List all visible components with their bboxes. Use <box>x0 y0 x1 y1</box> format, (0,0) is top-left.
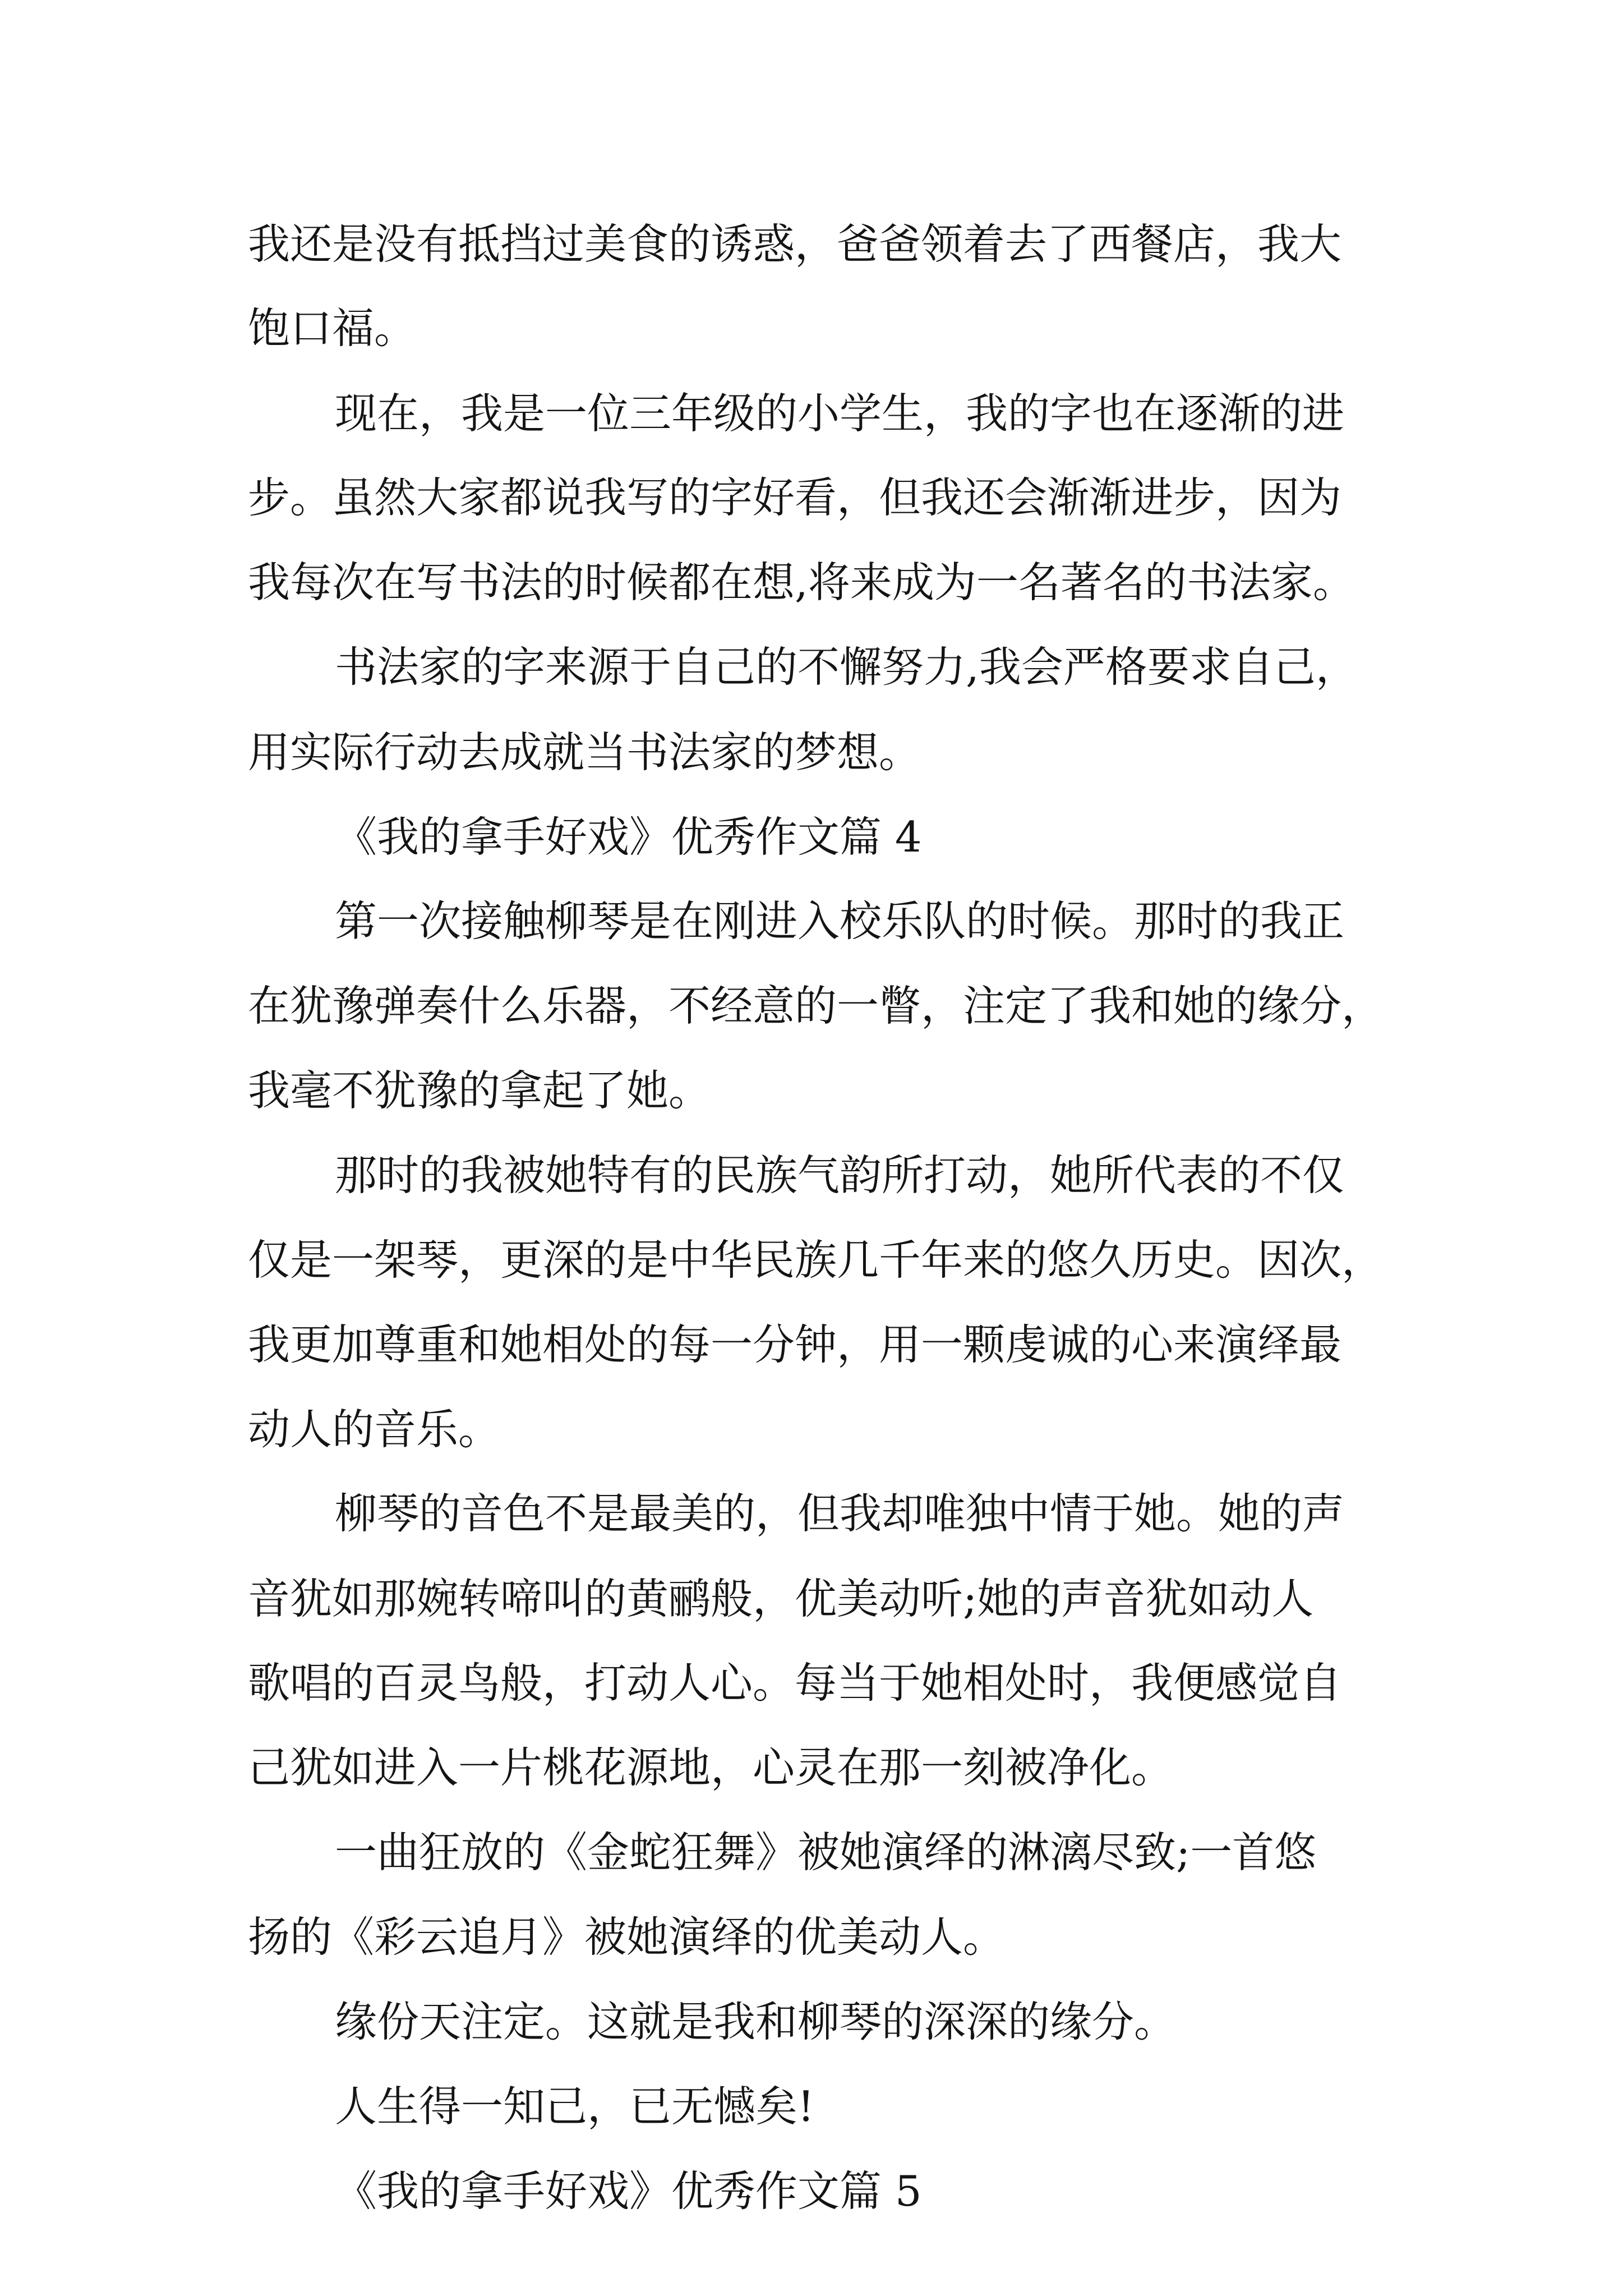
section-heading: 《我的拿手好戏》优秀作文篇 4 <box>335 812 922 862</box>
text-line: 仅是一架琴，更深的是中华民族几千年来的悠久历史。因次， <box>248 1235 1384 1285</box>
text-line: 动人的音乐。 <box>248 1405 501 1454</box>
section-heading: 《我的拿手好戏》优秀作文篇 5 <box>335 2166 922 2216</box>
text-line: 步。虽然大家都说我写的字好看，但我还会渐渐进步，因为 <box>248 473 1342 522</box>
text-line: 我每次在写书法的时候都在想,将来成为一名著名的书法家。 <box>248 558 1355 607</box>
paragraph-start-line: 一曲狂放的《金蛇狂舞》被她演绎的淋漓尽致;一首悠 <box>335 1828 1317 1877</box>
paragraph-start-line: 书法家的字来源于自己的不懈努力,我会严格要求自己， <box>335 642 1358 692</box>
text-line: 我更加尊重和她相处的每一分钟，用一颗虔诚的心来演绎最 <box>248 1320 1342 1369</box>
paragraph-start-line: 现在，我是一位三年级的小学生，我的字也在逐渐的进 <box>335 389 1345 438</box>
text-line: 在犹豫弹奏什么乐器，不经意的一瞥，注定了我和她的缘分， <box>248 981 1384 1030</box>
paragraph-start-line: 第一次接触柳琴是在刚进入校乐队的时候。那时的我正 <box>335 896 1345 946</box>
paragraph-start-line: 那时的我被她特有的民族气韵所打动，她所代表的不仅 <box>335 1151 1345 1200</box>
paragraph-start-line: 缘份天注定。这就是我和柳琴的深深的缘分。 <box>335 1997 1177 2046</box>
text-line: 我毫不犹豫的拿起了她。 <box>248 1066 711 1115</box>
text-line: 音犹如那婉转啼叫的黄鹂般，优美动听;她的声音犹如动人 <box>248 1574 1314 1623</box>
text-line: 歌唱的百灵鸟般，打动人心。每当于她相处时，我便感觉自 <box>248 1658 1342 1708</box>
paragraph-start-line: 人生得一知己，已无憾矣! <box>335 2082 815 2131</box>
text-line: 饱口福。 <box>248 303 417 353</box>
paragraph-start-line: 柳琴的音色不是最美的，但我却唯独中情于她。她的声 <box>335 1489 1345 1538</box>
text-line: 我还是没有抵挡过美食的诱惑，爸爸领着去了西餐店，我大 <box>248 219 1342 269</box>
text-line: 用实际行动去成就当书法家的梦想。 <box>248 728 921 777</box>
text-line: 扬的《彩云追月》被她演绎的优美动人。 <box>248 1912 1006 1962</box>
text-line: 己犹如进入一片桃花源地，心灵在那一刻被净化。 <box>248 1743 1174 1792</box>
